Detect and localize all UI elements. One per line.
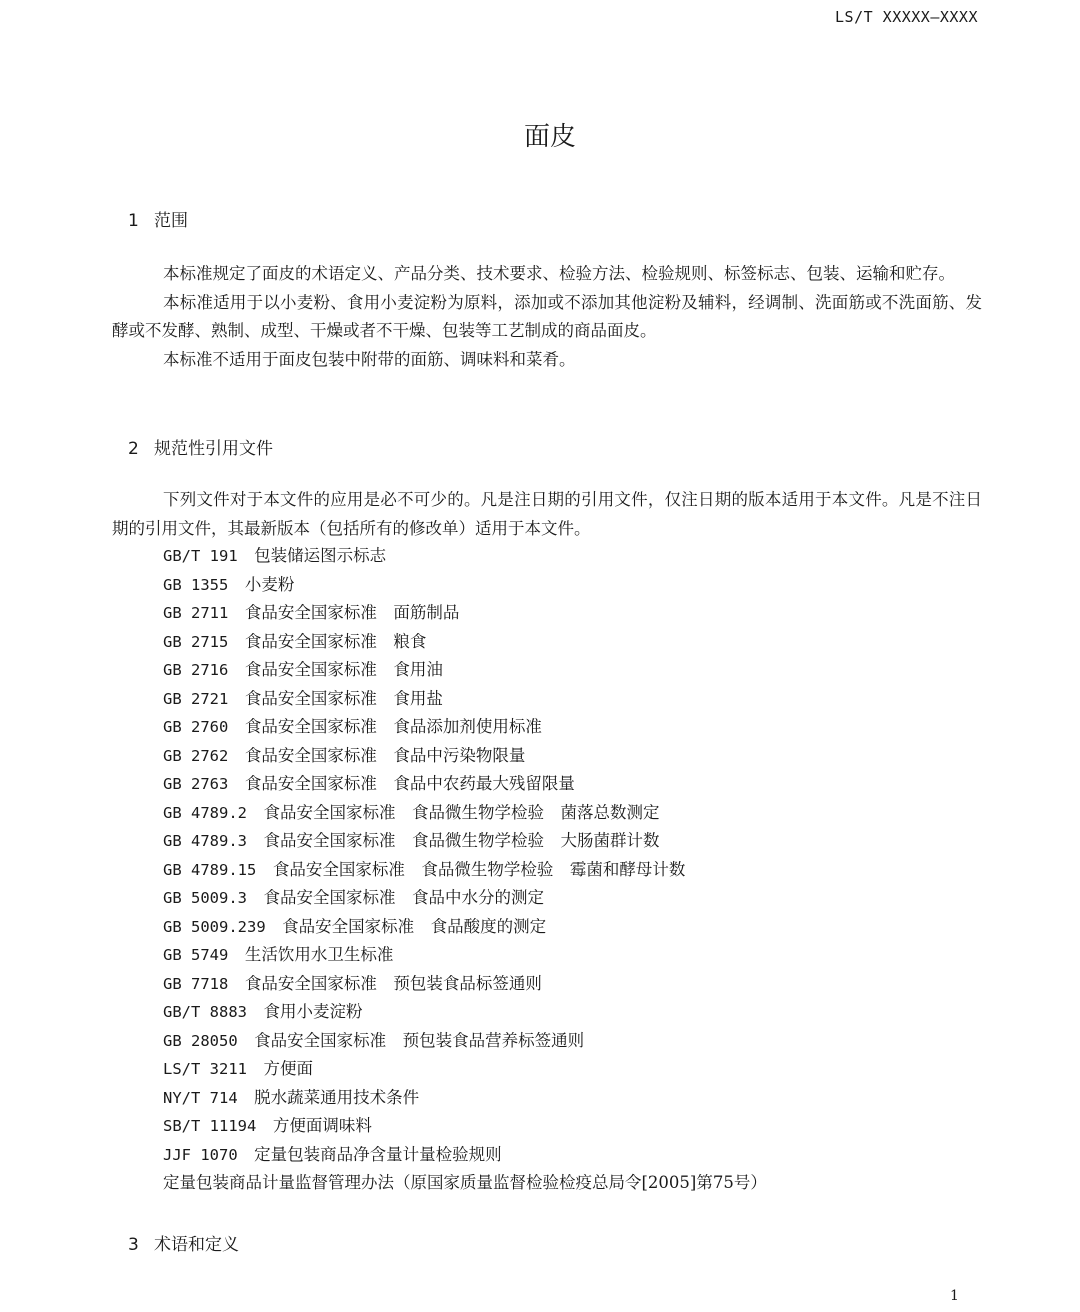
reference-code: GB/T 191	[163, 547, 238, 565]
reference-code: GB/T 8883	[163, 1003, 247, 1021]
reference-title: 食品安全国家标准 面筋制品	[244, 603, 460, 622]
reference-title: 小麦粉	[244, 574, 295, 594]
reference-title: 食品安全国家标准 食品添加剂使用标准	[244, 717, 542, 736]
reference-item	[163, 713, 767, 742]
reference-code: GB 2711	[163, 604, 229, 622]
reference-title: 方便面调味料	[272, 1116, 372, 1135]
reference-code: GB 2716	[163, 661, 229, 679]
reference-title: 食品安全国家标准 食用盐	[244, 688, 443, 708]
reference-item	[163, 571, 767, 600]
reference-item	[163, 884, 767, 913]
section-number: 3	[128, 1235, 139, 1255]
reference-item	[163, 856, 767, 885]
paragraph: 本标准规定了面皮的术语定义、产品分类、技术要求、检验方法、检验规则、标签标志、包装、运输和贮存。	[163, 264, 955, 283]
reference-title: 食品安全国家标准 预包装食品标签通则	[244, 973, 542, 993]
document-title: 面皮	[523, 122, 576, 152]
reference-item	[163, 799, 767, 828]
reference-item	[163, 599, 767, 628]
reference-item	[163, 827, 767, 856]
section-title: 术语和定义	[154, 1235, 239, 1255]
reference-code: GB 2762	[163, 746, 229, 765]
reference-item	[163, 685, 767, 714]
reference-title: 食品安全国家标准 食品微生物学检验 菌落总数测定	[263, 802, 660, 822]
reference-title: 方便面	[263, 1059, 313, 1078]
section-2-heading	[128, 434, 273, 459]
reference-title: 食品安全国家标准 食品中水分的测定	[263, 888, 544, 907]
reference-item	[163, 1169, 767, 1198]
reference-title: 生活饮用水卫生标准	[244, 945, 394, 964]
reference-code: NY/T 714	[163, 1088, 238, 1107]
reference-title: 食品安全国家标准 食品中农药最大残留限量	[244, 774, 575, 793]
reference-code: SB/T 11194	[163, 1117, 257, 1135]
paragraph: 下列文件对于本文件的应用是必不可少的。凡是注日期的引用文件，仅注日期的版本适用于本文件。凡是不注日期的引用文件，其最新版本（包括所有的修改单）适用于本文件。	[112, 490, 982, 538]
page-number: 1	[950, 1288, 959, 1304]
reference-item	[163, 1112, 767, 1141]
section-number: 2	[128, 439, 139, 459]
reference-code: GB 7718	[163, 974, 229, 993]
reference-item	[163, 1055, 767, 1084]
section-3-heading	[128, 1230, 239, 1255]
reference-item	[163, 913, 767, 942]
section-1-body	[112, 260, 982, 374]
reference-item	[163, 970, 767, 999]
reference-code: LS/T 3211	[163, 1060, 247, 1078]
reference-title: 食品安全国家标准 食用油	[244, 660, 443, 679]
reference-item	[163, 998, 767, 1027]
section-2-body	[112, 486, 982, 543]
reference-item	[163, 628, 767, 657]
paragraph: 本标准不适用于面皮包装中附带的面筋、调味料和菜肴。	[163, 349, 576, 369]
section-title: 规范性引用文件	[154, 439, 273, 459]
reference-item	[163, 742, 767, 771]
reference-title: 定量包装商品净含量计量检验规则	[254, 1144, 502, 1164]
reference-code: GB 4789.3	[163, 832, 247, 850]
reference-code: GB 5009.3	[163, 889, 247, 907]
section-1-heading	[128, 206, 188, 231]
paragraph: 本标准适用于以小麦粉、食用小麦淀粉为原料，添加或不添加其他淀粉及辅料，经调制、洗面筋或不洗面筋、发酵或不发酵、熟制、成型、干燥或者不干燥、包装等工艺制成的商品面皮。	[112, 292, 982, 340]
section-number: 1	[128, 211, 139, 231]
reference-title: 食品安全国家标准 食品微生物学检验 霉菌和酵母计数	[272, 859, 686, 879]
reference-item	[163, 1141, 767, 1170]
reference-item	[163, 656, 767, 685]
reference-title: 包装储运图示标志	[254, 546, 387, 565]
reference-code: GB 4789.15	[163, 860, 257, 879]
reference-title: 定量包装商品计量监督管理办法（原国家质量监督检验检疫总局令[2005]第75号）	[163, 1173, 767, 1192]
reference-code: GB 5009.239	[163, 917, 266, 936]
reference-title: 食品安全国家标准 食品酸度的测定	[282, 916, 547, 936]
reference-title: 食品安全国家标准 食品微生物学检验 大肠菌群计数	[263, 831, 660, 850]
reference-code: GB 2760	[163, 718, 229, 736]
reference-title: 食品安全国家标准 食品中污染物限量	[244, 745, 526, 765]
reference-code: GB 2715	[163, 632, 229, 651]
reference-item	[163, 941, 767, 970]
reference-code: GB 2721	[163, 689, 229, 708]
reference-title: 脱水蔬菜通用技术条件	[254, 1087, 420, 1107]
normative-references-list	[163, 542, 767, 1198]
standard-code: LS/T XXXXX—XXXX	[835, 8, 978, 26]
reference-item	[163, 1027, 767, 1056]
reference-title: 食用小麦淀粉	[263, 1002, 363, 1021]
reference-title: 食品安全国家标准 预包装食品营养标签通则	[254, 1030, 585, 1050]
reference-code: GB 4789.2	[163, 803, 247, 822]
section-title: 范围	[154, 211, 188, 231]
reference-title: 食品安全国家标准 粮食	[244, 631, 427, 651]
reference-code: GB 5749	[163, 946, 229, 964]
reference-code: JJF 1070	[163, 1145, 238, 1164]
reference-item	[163, 770, 767, 799]
reference-code: GB 1355	[163, 575, 229, 594]
reference-code: GB 2763	[163, 775, 229, 793]
reference-item	[163, 542, 767, 571]
reference-item	[163, 1084, 767, 1113]
reference-code: GB 28050	[163, 1031, 238, 1050]
